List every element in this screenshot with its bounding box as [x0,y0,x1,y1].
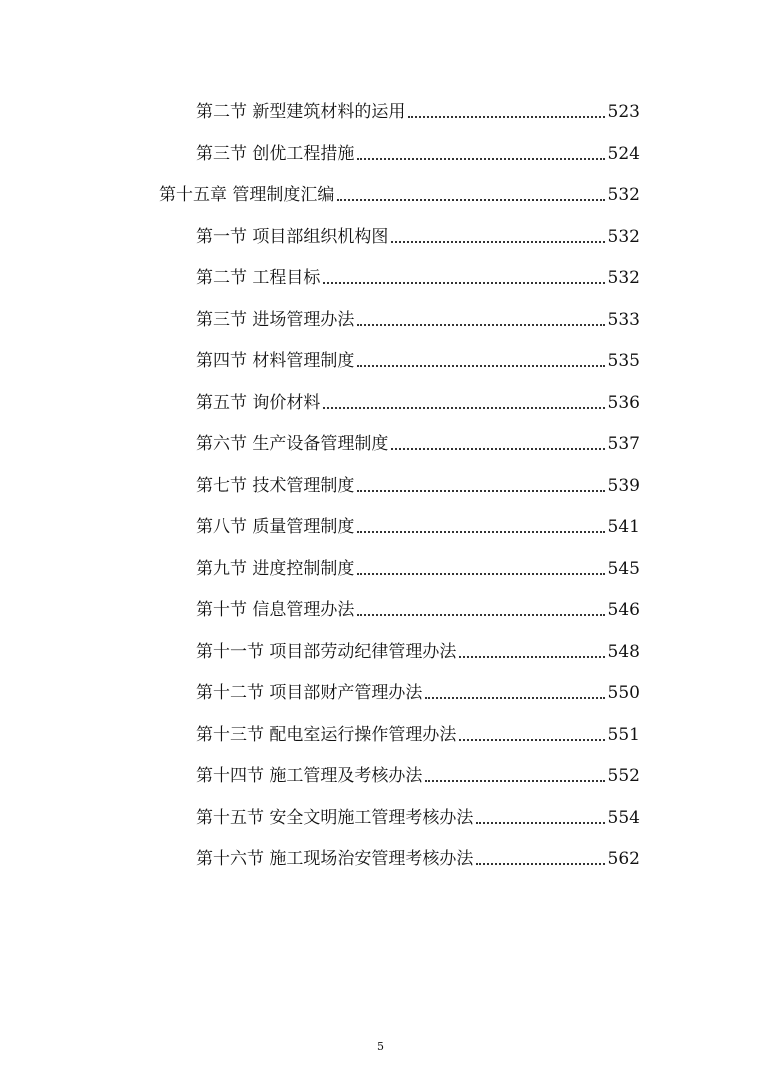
toc-entry-page: 548 [607,642,640,662]
toc-entry-page: 539 [607,476,640,496]
toc-chapter-entry[interactable] [159,178,640,206]
toc-dot-leader [357,489,604,492]
toc-entry[interactable] [196,344,640,372]
toc-entry[interactable] [196,137,640,165]
toc-entry-page: 532 [607,268,640,288]
toc-entry-page: 532 [607,227,640,247]
toc-dot-leader [425,779,604,782]
toc-entry-page: 536 [607,393,640,413]
toc-dot-leader [391,447,604,450]
toc-entry[interactable] [196,469,640,497]
toc-dot-leader [357,613,604,616]
toc-entry-page: 532 [607,185,640,205]
toc-entry-title: 第六节 生产设备管理制度 [196,434,389,454]
toc-entry[interactable] [196,676,640,704]
toc-entry-page: 562 [607,849,640,869]
toc-entry-title: 第十四节 施工管理及考核办法 [196,766,423,786]
toc-entry[interactable] [196,552,640,580]
toc-entry-title: 第三节 进场管理办法 [196,310,355,330]
toc-dot-leader [323,406,604,409]
toc-entry[interactable] [196,593,640,621]
toc-entry-page: 554 [607,808,640,828]
toc-dot-leader [425,696,604,699]
toc-entry-title: 第十三节 配电室运行操作管理办法 [196,725,457,745]
toc-entry-page: 537 [607,434,640,454]
toc-dot-leader [357,530,604,533]
toc-dot-leader [323,281,604,284]
toc-dot-leader [357,157,604,160]
toc-entry-page: 551 [607,725,640,745]
toc-entry-title: 第二节 工程目标 [196,268,321,288]
toc-dot-leader [408,115,604,118]
toc-entry-title: 第三节 创优工程措施 [196,144,355,164]
toc-entry[interactable] [196,261,640,289]
toc-entry-title: 第四节 材料管理制度 [196,351,355,371]
toc-entry[interactable] [196,220,640,248]
toc-entry-title: 第十六节 施工现场治安管理考核办法 [196,849,474,869]
toc-entry-title: 第二节 新型建筑材料的运用 [196,102,406,122]
toc-entry-page: 535 [607,351,640,371]
toc-entry[interactable] [196,427,640,455]
toc-entry-title: 第五节 询价材料 [196,393,321,413]
toc-entry-page: 533 [607,310,640,330]
toc-dot-leader [459,655,604,658]
toc-entry-title: 第七节 技术管理制度 [196,476,355,496]
toc-entry[interactable] [196,386,640,414]
toc-entry[interactable] [196,801,640,829]
toc-entry[interactable] [196,718,640,746]
toc-entry-title: 第一节 项目部组织机构图 [196,227,389,247]
toc-entry-page: 545 [607,559,640,579]
toc-entry-title: 第十五章 管理制度汇编 [159,185,335,205]
toc-entry[interactable] [196,842,640,870]
toc-entry[interactable] [196,95,640,123]
toc-entry[interactable] [196,635,640,663]
toc-entry[interactable] [196,759,640,787]
toc-entry-page: 524 [607,144,640,164]
toc-entry-page: 546 [607,600,640,620]
toc-dot-leader [337,198,604,201]
toc-entry-title: 第十二节 项目部财产管理办法 [196,683,423,703]
toc-dot-leader [476,821,604,824]
toc-dot-leader [357,323,604,326]
toc-entry-page: 550 [607,683,640,703]
toc-entry[interactable] [196,510,640,538]
toc-entry-page: 552 [607,766,640,786]
page-number: 5 [377,1040,384,1053]
toc-entry[interactable] [196,303,640,331]
toc-entry-title: 第八节 质量管理制度 [196,517,355,537]
toc-entry-title: 第九节 进度控制制度 [196,559,355,579]
toc-dot-leader [357,572,604,575]
toc-dot-leader [476,862,604,865]
toc-entry-page: 541 [607,517,640,537]
toc-entry-title: 第十五节 安全文明施工管理考核办法 [196,808,474,828]
toc-entry-title: 第十一节 项目部劳动纪律管理办法 [196,642,457,662]
toc-dot-leader [459,738,604,741]
toc-dot-leader [357,364,604,367]
toc-entry-page: 523 [607,102,640,122]
toc-entry-title: 第十节 信息管理办法 [196,600,355,620]
toc-dot-leader [391,240,604,243]
